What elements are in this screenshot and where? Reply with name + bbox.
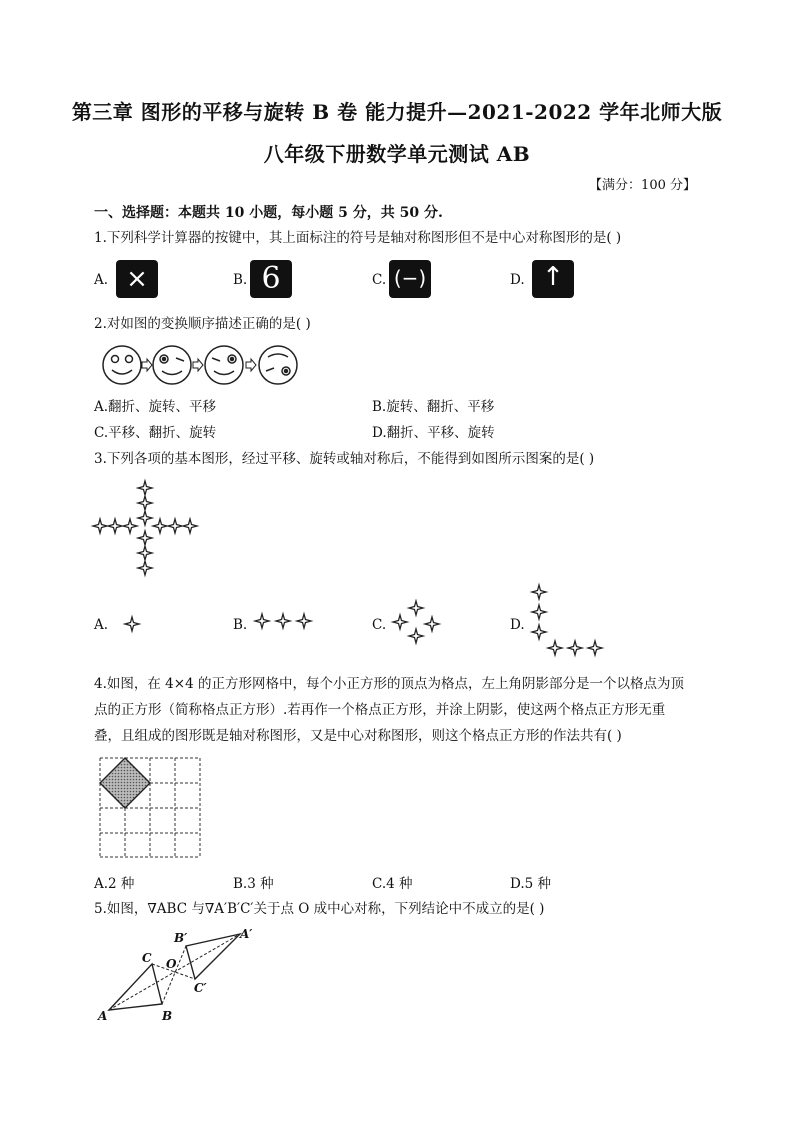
multiply-key-icon: × [116,260,158,298]
q1-option-b: B. [233,272,248,288]
question-1: 1.下列科学计算器的按键中，其上面标注的符号是轴对称图形但不是中心对称图形的是( ) [94,230,622,246]
q3-option-a: A. [94,617,109,633]
label-a: A [98,1009,108,1023]
question-5: 5.如图，∇ABC 与∇A′B′C′关于点 O 成中心对称，下列结论中不成立的是( ) [94,901,545,917]
negative-key-icon: (−) [389,260,431,298]
central-symmetry-triangles-figure [94,924,264,1024]
l-shape-stars-icon [527,582,609,660]
page-title-line1: 第三章 图形的平移与旋转 B 卷 能力提升—2021-2022 学年北师大版 [71,100,723,124]
q2-option-a: A.翻折、旋转、平移 [94,399,217,415]
label-o: O [166,957,177,971]
six-key-icon: 6 [250,260,292,298]
q4-option-d: D.5 种 [510,876,552,892]
star-cross-pattern-figure [90,478,200,578]
question-3: 3.下列各项的基本图形，经过平移、旋转或轴对称后，不能得到如图所示图案的是( ) [94,451,595,467]
question-4-line3: 叠，且组成的图形既是轴对称图形，又是中心对称图形，则这个格点正方形的作法共有( ) [94,728,622,744]
q1-option-a: A. [94,272,109,288]
smiley-sequence-figure [100,343,310,387]
q3-option-d: D. [510,617,525,633]
question-2: 2.对如图的变换顺序描述正确的是( ) [94,316,311,332]
single-star-icon [120,612,144,636]
q4-option-c: C.4 种 [372,876,413,892]
three-stars-row-icon [252,610,316,632]
label-b: B [162,1009,173,1023]
label-c-prime: C′ [194,981,207,995]
q2-option-d: D.翻折、平移、旋转 [372,425,495,441]
section-heading: 一、选择题：本题共 10 小题，每小题 5 分，共 50 分. [94,205,443,221]
question-4-line2: 点的正方形（简称格点正方形）.若再作一个格点正方形，并涂上阴影，使这两个格点正方形无重 [94,702,666,718]
four-stars-cluster-icon [390,598,446,646]
q2-option-c: C.平移、翻折、旋转 [94,425,217,441]
label-b-prime: B′ [174,931,188,945]
q4-option-a: A.2 种 [94,876,135,892]
question-4-line1: 4.如图，在 4×4 的正方形网格中，每个小正方形的顶点为格点，左上角阴影部分是一个以格点为顶 [94,676,684,692]
up-arrow-key-icon: ↑ [532,260,574,298]
q1-option-c: C. [372,272,387,288]
q2-option-b: B.旋转、翻折、平移 [372,399,495,415]
q3-option-b: B. [233,617,248,633]
q4-option-b: B.3 种 [233,876,274,892]
full-score: 【满分：100 分】 [589,178,696,193]
label-a-prime: A′ [240,927,253,941]
label-c: C [142,951,152,965]
q1-option-d: D. [510,272,525,288]
page-title-line2: 八年级下册数学单元测试 AB [263,142,531,166]
q3-option-c: C. [372,617,387,633]
grid-square-figure [99,757,203,859]
